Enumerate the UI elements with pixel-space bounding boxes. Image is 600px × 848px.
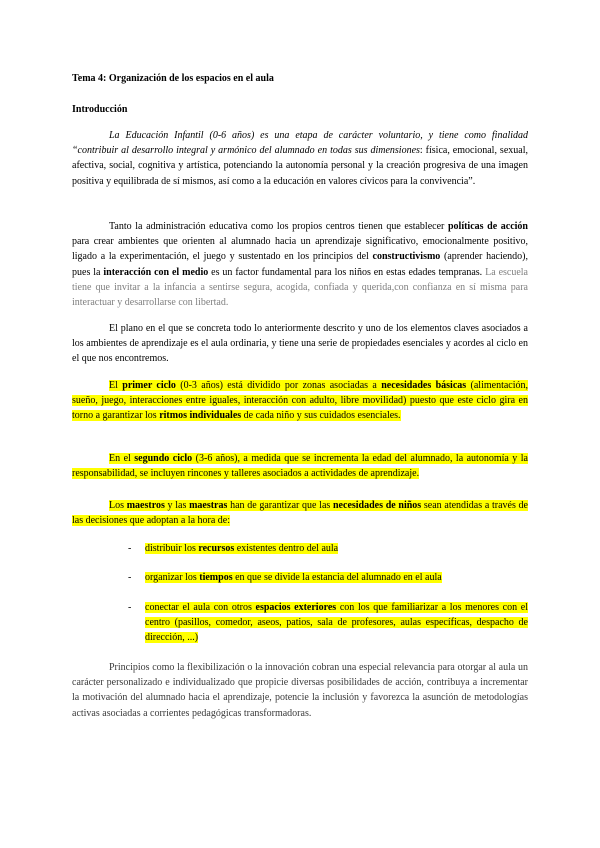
highlighted-text: conectar el aula con otros bbox=[145, 602, 256, 613]
paragraph-definition bbox=[72, 128, 528, 189]
highlighted-text: existentes dentro del aula bbox=[234, 543, 339, 554]
text-segment: (aprender haciendo), pues la bbox=[72, 251, 529, 278]
text-segment: El plano en el que se concreta todo lo anteriormente descrito y uno de los elementos claves asociados a los ambientes de aprendizaje es el aula ordinaria, y tiene una serie de propiedades esenciales y acordes al ciclo en el que nos encontremos. bbox=[72, 323, 528, 365]
bold-term: segundo ciclo bbox=[134, 453, 193, 464]
bold-term: necesidades de niños bbox=[333, 500, 422, 511]
list-bullet: - bbox=[128, 543, 132, 554]
highlighted-text: En el bbox=[109, 453, 135, 464]
section-heading bbox=[72, 102, 528, 117]
list-item-text bbox=[145, 541, 528, 556]
paragraph-principles bbox=[72, 660, 528, 721]
muted-text-segment: La escuela tiene que invitar a la infancia a sentirse segura, acogida, confiada y querida,con confianza en sí misma para interactuar y desarrollarse con libertad. bbox=[72, 266, 528, 309]
highlighted-text: (0-3 años) está dividido por zonas asociadas a bbox=[175, 380, 382, 391]
highlighted-text: y las bbox=[164, 500, 190, 511]
text-segment: Principios como la flexibilización o la innovación cobran una especial relevancia para otorgar al aula un carácter personalizado e individualizado que propicie diversas posibilidades de acción, contribuya a incrementar la motivación del alumnado hacia el aprendizaje, potencie la inclusión y favorezca la asunción de metodologías activas asociadas a corrientes pedagógicas transformadoras. bbox=[72, 662, 528, 719]
page-title bbox=[72, 71, 528, 86]
list-bullet: - bbox=[128, 572, 132, 583]
section-heading-text: Introducción bbox=[72, 104, 128, 115]
bold-term: recursos bbox=[198, 543, 235, 554]
highlighted-text: en que se divide la estancia del alumnado en el aula bbox=[232, 572, 442, 583]
paragraph-second-cycle bbox=[72, 451, 528, 481]
bold-term: interacción con el medio bbox=[103, 266, 209, 278]
bold-term: necesidades básicas bbox=[381, 380, 467, 391]
highlighted-text: de cada niño y sus cuidados esenciales. bbox=[241, 410, 401, 422]
bold-term: constructivismo bbox=[372, 251, 441, 263]
highlighted-text: sean atendidas a través de las decisiones que adoptan a la hora de: bbox=[72, 500, 528, 527]
italic-quote: La Educación Infantil (0-6 años) es una etapa de carácter voluntario, y tiene como finalidad “contribuir al desarrollo integral y armónico del alumnado en todas sus dimensiones bbox=[72, 130, 528, 157]
bold-term: políticas de acción bbox=[447, 221, 528, 232]
list-bullet: - bbox=[128, 602, 132, 613]
text-segment: Tanto la administración educativa como los propios centros tienen que establecer bbox=[109, 221, 448, 232]
bold-term: primer ciclo bbox=[122, 380, 176, 391]
text-segment: es un factor fundamental para los niños en estas edades tempranas. bbox=[208, 266, 486, 278]
text-segment: para crear ambientes que orienten al alumnado hacia un aprendizaje significativo, emocionalmente positivo, ligado a la experimentación, el juego y sustentado en los principios del bbox=[72, 236, 528, 263]
highlighted-text: El bbox=[109, 380, 123, 391]
highlighted-text: Los bbox=[109, 500, 127, 511]
bold-term: ritmos individuales bbox=[159, 410, 242, 422]
bold-term: tiempos bbox=[199, 572, 233, 583]
bold-term: maestros bbox=[126, 500, 165, 511]
paragraph-first-cycle bbox=[72, 378, 528, 424]
text-segment: : física, emocional, sexual, afectiva, social, cognitiva y artística, potenciando la autonomía personal y la creación progresiva de una imagen positiva y equilibrada de sí mismos, así como a la educación en valores cívicos para la convivencia”. bbox=[72, 145, 528, 187]
list-item-text bbox=[145, 600, 528, 646]
highlighted-text: con los que familiarizar a los menores con el centro (pasillos, comedor, aseos, patios, sala de profesores, aulas específicas, despacho de dirección, ...) bbox=[145, 602, 528, 644]
paragraph-teachers bbox=[72, 498, 528, 528]
bold-term: espacios exteriores bbox=[255, 602, 337, 613]
document-body bbox=[72, 0, 528, 848]
paragraph-classroom bbox=[72, 321, 528, 367]
paragraph-policies bbox=[72, 219, 528, 310]
page-title-text: Tema 4: Organización de los espacios en el aula bbox=[72, 73, 274, 84]
highlighted-text: han de garantizar que las bbox=[227, 500, 333, 511]
highlighted-text: (alimentación, sueño, juego, interacciones entre iguales, interacción con adulto, libre movilidad) puesto que este ciclo gira en torno a garantizar los bbox=[72, 380, 528, 422]
highlighted-text: distribuir los bbox=[145, 543, 199, 554]
list-item-text bbox=[145, 570, 528, 585]
highlighted-text: (3-6 años), a medida que se incrementa la edad del alumnado, la autonomía y la responsabilidad, se incluyen rincones y talleres asociados a actividades de aprendizaje. bbox=[72, 453, 528, 480]
bold-term: maestras bbox=[189, 500, 228, 511]
highlighted-text: organizar los bbox=[145, 572, 200, 583]
